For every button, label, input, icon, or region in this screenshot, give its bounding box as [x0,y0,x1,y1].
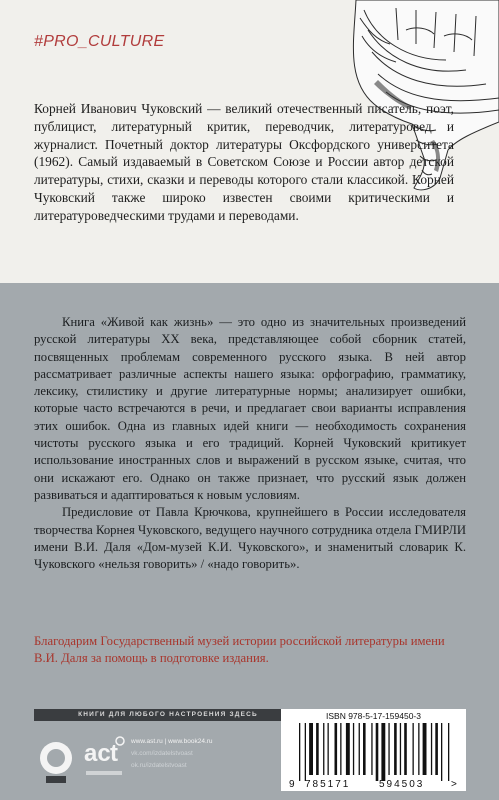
barcode-bar [323,723,324,775]
barcode-group-1: 785171 [305,779,351,789]
barcode-bar [448,723,449,781]
barcode-bar [371,723,372,775]
url-line: www.ast.ru | www.book24.ru [131,738,213,745]
barcode-bar [363,723,366,775]
svg-text:t: t [110,740,118,767]
barcode-bar [353,723,354,775]
isbn-block [281,709,466,791]
url-line: vk.com/izdatelstvoast [131,750,193,757]
ast-logo-icon [36,738,76,786]
barcode-bar [435,723,438,775]
barcode-bar [299,723,300,781]
slogan-banner: КНИГИ ДЛЯ ЛЮБОГО НАСТРОЕНИЯ ЗДЕСЬ [34,709,302,721]
barcode-bar [388,723,389,775]
barcode-bar [328,723,329,775]
barcode-bar [441,723,442,781]
barcode-bar [316,723,319,775]
barcode-bar [394,723,397,775]
barcode-bar [381,723,385,781]
barcode-group-2: 594503 [379,779,425,789]
barcode [287,723,460,789]
book-description [34,314,466,573]
barcode-first-digit: 9 [289,779,295,789]
acknowledgement: Благодарим Государственный музей истории российской литературы имени В.И. Даля за помощь в подготовке издания. [34,634,445,666]
publisher-links [131,736,213,772]
isbn-label: ISBN 978-5-17-159450-3 [326,711,421,721]
barcode-bar [400,723,401,775]
barcode-bar [423,723,427,775]
description-paragraph-2: Предисловие от Павла Крючкова, крупнейшего в России исследователя творчества Корнея Чуковского, ведущего научного сотрудника отдела ГМИРЛИ имени В.И. Даля «Дом-музей К.И. Чуковского», и знаменитый словарик К. Чуковского «нельзя говорить» / «надо говорить». [34,505,466,572]
description-paragraph-1: Книга «Живой как жизнь» — это одно из значительных произведений русской литературы XX века, представляющее собой сборник статей, посвященных проблемам современного русского языка. В ней автор рассматривает различные аспекты нашего языка: орфографию, грамматику, лексику, стилистику и другие литературные нормы; анализирует ошибки, которые часто встречаются в речи, и предлагает свои варианты исправления этих ошибок. Одна из главных идей книги — необходимость сохранения чистоты русского языка и его традиций. Корней Чуковский критикует использование иностранных слов и выражений в русском языке, считая, что они искажают его. Однако он также признает, что русский язык должен развиваться и адаптироваться к новым условиям. [34,315,466,502]
url-line: ok.ru/izdatelstvoast [131,762,187,769]
barcode-bar [346,723,350,775]
barcode-bar [404,723,407,775]
barcode-bar [359,723,360,775]
barcode-bar [309,723,313,775]
barcode-end: > [451,779,457,789]
barcode-bar [431,723,432,775]
author-bio: Корней Иванович Чуковский — великий отечественный писатель, поэт, публицист, литературный критик, переводчик, литературовед и журналист. Почетный доктор литературы Оксфордского университета (1962). Самый издаваемый в Советском Союзе и России автор детской литературы, стихи, сказки и переводы которого стали классикой. Корней Чуковский также широко известен своими критическими и литературоведческими трудами и переводами. [34,101,454,223]
barcode-bar [340,723,341,775]
barcode-bar [418,723,419,775]
barcode-bar [413,723,414,775]
barcode-bar [305,723,306,781]
bottom-section [0,283,499,800]
barcode-bar [376,723,379,781]
svg-text:ac: ac [84,740,111,767]
top-section [0,0,499,283]
tag-label: #PRO_CULTURE [34,33,165,50]
act-logo-icon [80,731,128,787]
barcode-bar [335,723,338,775]
